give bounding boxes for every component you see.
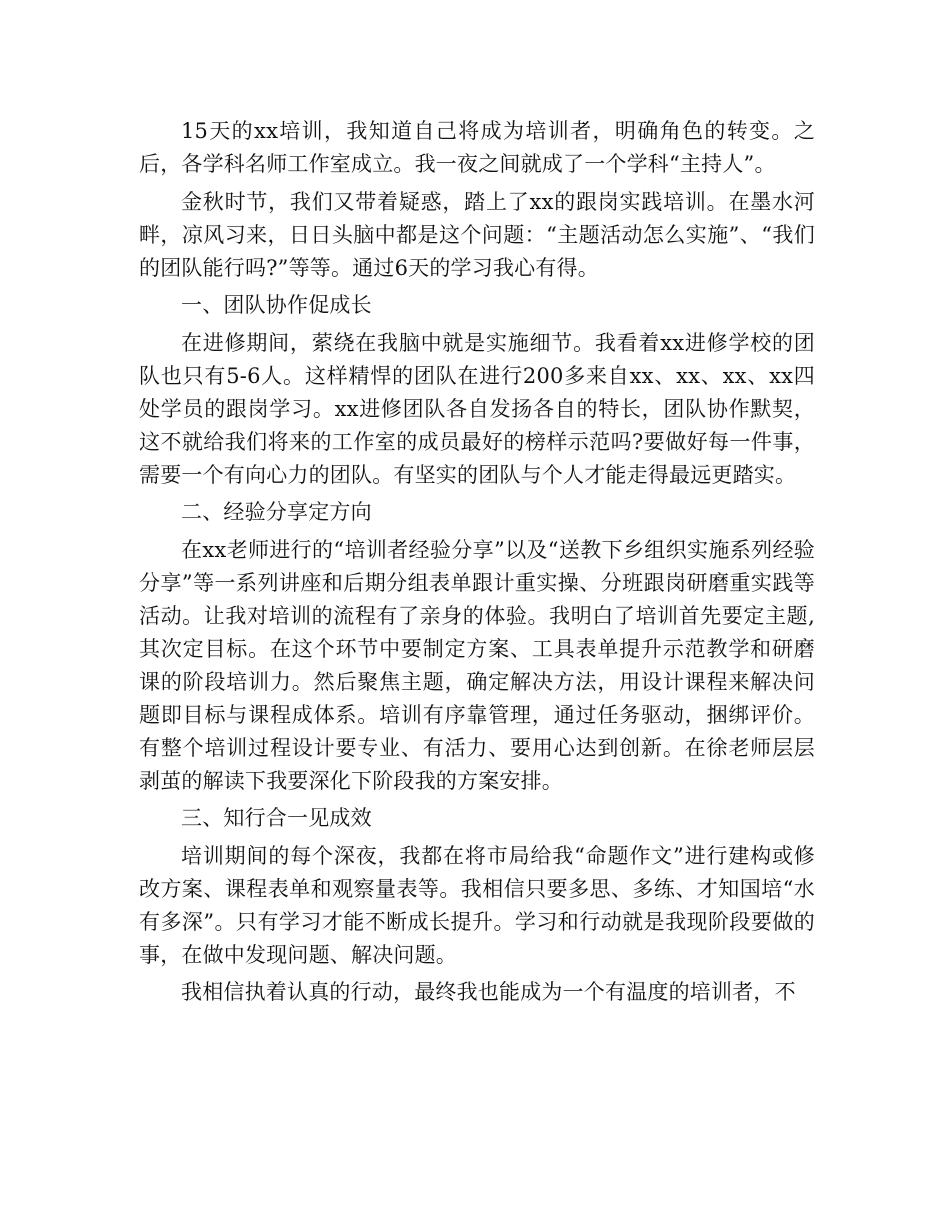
- document-body: [139, 115, 815, 1014]
- paragraph-teamwork: 在进修期间，萦绕在我脑中就是实施细节。我看着xx进修学校的团队也只有5-6人。这样精悍的团队在进行200多来自xx、xx、xx、xx四处学员的跟岗学习。xx进修团队各自发扬各自的特长，团队协作默契，这不就给我们将来的工作室的成员最好的榜样示范吗?要做好每一件事，需要一个有向心力的团队。有坚实的团队与个人才能走得最远更踏实。: [139, 330, 815, 487]
- section-heading-practice: 三、知行合一见成效: [181, 806, 372, 830]
- section-heading-experience: 二、经验分享定方向: [181, 500, 372, 524]
- paragraph-closing: 我相信执着认真的行动，最终我也能成为一个有温度的培训者，不: [181, 980, 796, 1004]
- paragraph-intro: 15天的xx培训，我知道自己将成为培训者，明确角色的转变。之后，各学科名师工作室成立。我一夜之间就成了一个学科“主持人”。: [139, 119, 815, 176]
- paragraph-autumn-training: 金秋时节，我们又带着疑惑，踏上了xx的跟岗实践培训。在墨水河畔，凉风习来，日日头脑中都是这个问题：“主题活动怎么实施”、“我们的团队能行吗?”等等。通过6天的学习我心有得。: [139, 189, 815, 280]
- paragraph-experience: 在xx老师进行的“培训者经验分享”以及“送教下乡组织实施系列经验分享”等一系列讲座和后期分组表单跟计重实操、分班跟岗研磨重实践等活动。让我对培训的流程有了亲身的体验。我明白了培训首先要定主题,其次定目标。在这个环节中要制定方案、工具表单提升示范教学和研磨课的阶段培训力。然后聚焦主题，确定解决方法，用设计课程来解决问题即目标与课程成体系。培训有序靠管理，通过任务驱动，捆绑评价。有整个培训过程设计要专业、有活力、要用心达到创新。在徐老师层层剥茧的解读下我要深化下阶段我的方案安排。: [139, 537, 815, 793]
- section-heading-teamwork: 一、团队协作促成长: [181, 293, 372, 317]
- paragraph-practice: 培训期间的每个深夜，我都在将市局给我“命题作文”进行建构或修改方案、课程表单和观察量表等。我相信只要多思、多练、才知国培“水有多深”。只有学习才能不断成长提升。学习和行动就是我现阶段要做的事，在做中发现问题、解决问题。: [139, 843, 815, 967]
